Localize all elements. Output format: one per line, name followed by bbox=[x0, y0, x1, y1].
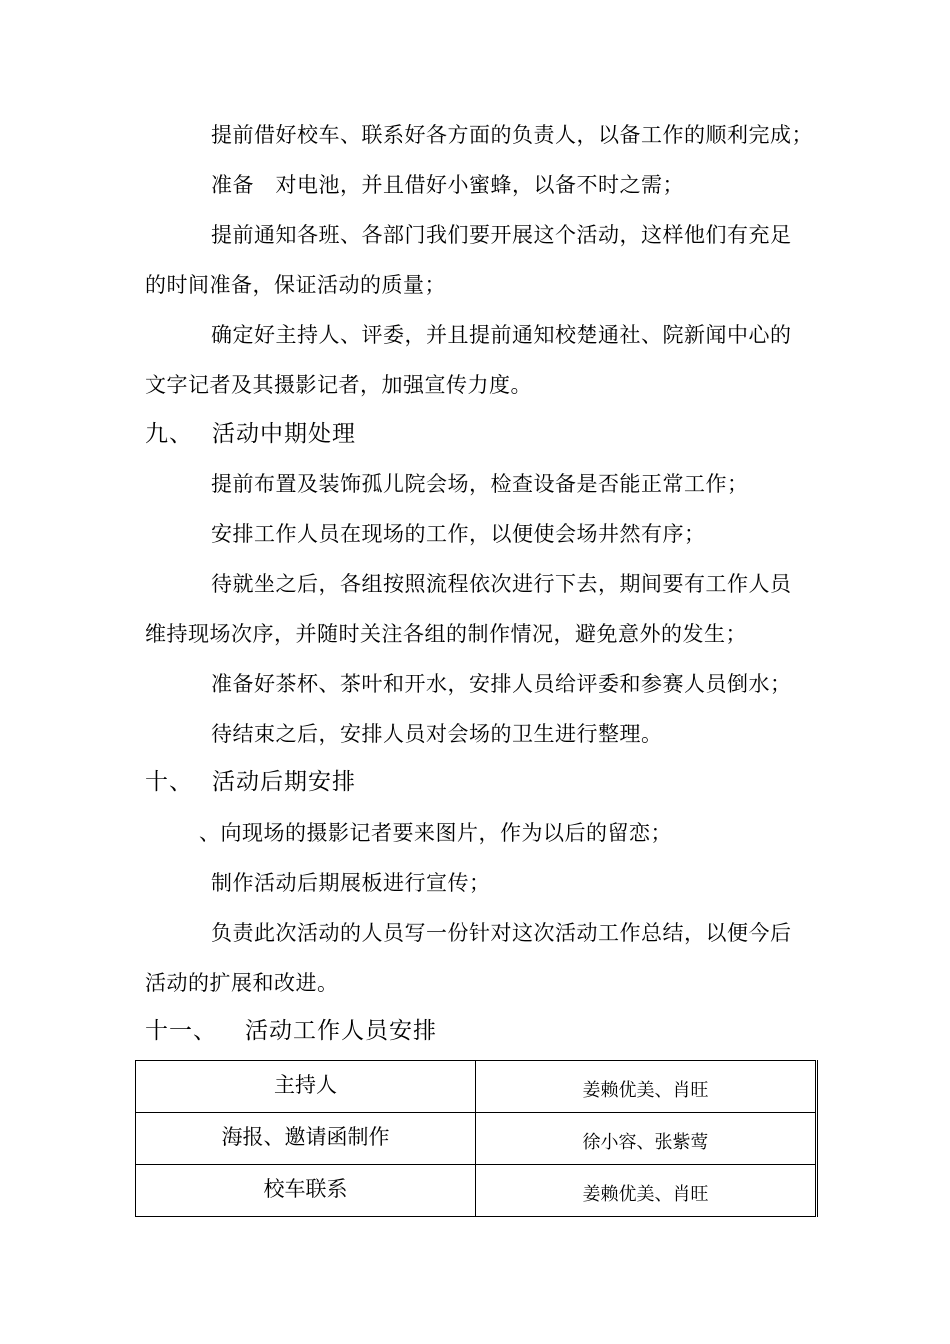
names-cell: 姜赖优美、肖旺 bbox=[476, 1165, 817, 1217]
role-cell: 主持人 bbox=[136, 1061, 476, 1113]
section9-item-3-cont: 维持现场次序，并随时关注各组的制作情况，避免意外的发生； bbox=[145, 622, 747, 646]
section8-item-2: 准备 对电池，并且借好小蜜蜂，以备不时之需； bbox=[211, 173, 684, 197]
section11-number: 十一、 bbox=[145, 1018, 217, 1044]
staff-table bbox=[135, 1060, 818, 1217]
table-row bbox=[136, 1165, 817, 1217]
section10-title: 活动后期安排 bbox=[212, 769, 356, 795]
section9-number: 九、 bbox=[145, 421, 193, 447]
section9-title: 活动中期处理 bbox=[212, 421, 356, 447]
section9-item-3: 待就坐之后，各组按照流程依次进行下去，期间要有工作人员 bbox=[211, 572, 792, 596]
table-row bbox=[136, 1113, 817, 1165]
role-cell: 校车联系 bbox=[136, 1165, 476, 1217]
section10-heading bbox=[145, 766, 356, 798]
section10-item-1: 、向现场的摄影记者要来图片，作为以后的留恋； bbox=[199, 821, 672, 845]
section11-title: 活动工作人员安排 bbox=[245, 1018, 437, 1044]
section8-item-3-cont: 的时间准备，保证活动的质量； bbox=[145, 273, 446, 297]
section9-item-1: 提前布置及装饰孤儿院会场，检查设备是否能正常工作； bbox=[211, 472, 749, 496]
section10-item-3-cont: 活动的扩展和改进。 bbox=[145, 971, 339, 995]
section9-heading bbox=[145, 418, 356, 450]
role-cell: 海报、邀请函制作 bbox=[136, 1113, 476, 1165]
section11-heading bbox=[145, 1015, 437, 1047]
section9-item-4: 准备好茶杯、茶叶和开水，安排人员给评委和参赛人员倒水； bbox=[211, 672, 792, 696]
section10-item-2: 制作活动后期展板进行宣传； bbox=[211, 871, 491, 895]
names-cell: 徐小容、张紫莺 bbox=[476, 1113, 817, 1165]
section8-item-4-cont: 文字记者及其摄影记者，加强宣传力度。 bbox=[145, 373, 532, 397]
names-cell: 姜赖优美、肖旺 bbox=[476, 1061, 817, 1113]
section9-item-2: 安排工作人员在现场的工作，以便使会场井然有序； bbox=[211, 522, 706, 546]
section10-number: 十、 bbox=[145, 769, 193, 795]
section9-item-5: 待结束之后，安排人员对会场的卫生进行整理。 bbox=[211, 722, 663, 746]
section10-item-3: 负责此次活动的人员写一份针对这次活动工作总结，以便今后 bbox=[211, 921, 792, 945]
table-row bbox=[136, 1061, 817, 1113]
section8-item-3: 提前通知各班、各部门我们要开展这个活动，这样他们有充足 bbox=[211, 223, 792, 247]
section8-item-1: 提前借好校车、联系好各方面的负责人，以备工作的顺利完成； bbox=[211, 123, 813, 147]
section8-item-4: 确定好主持人、评委，并且提前通知校楚通社、院新闻中心的 bbox=[211, 323, 792, 347]
